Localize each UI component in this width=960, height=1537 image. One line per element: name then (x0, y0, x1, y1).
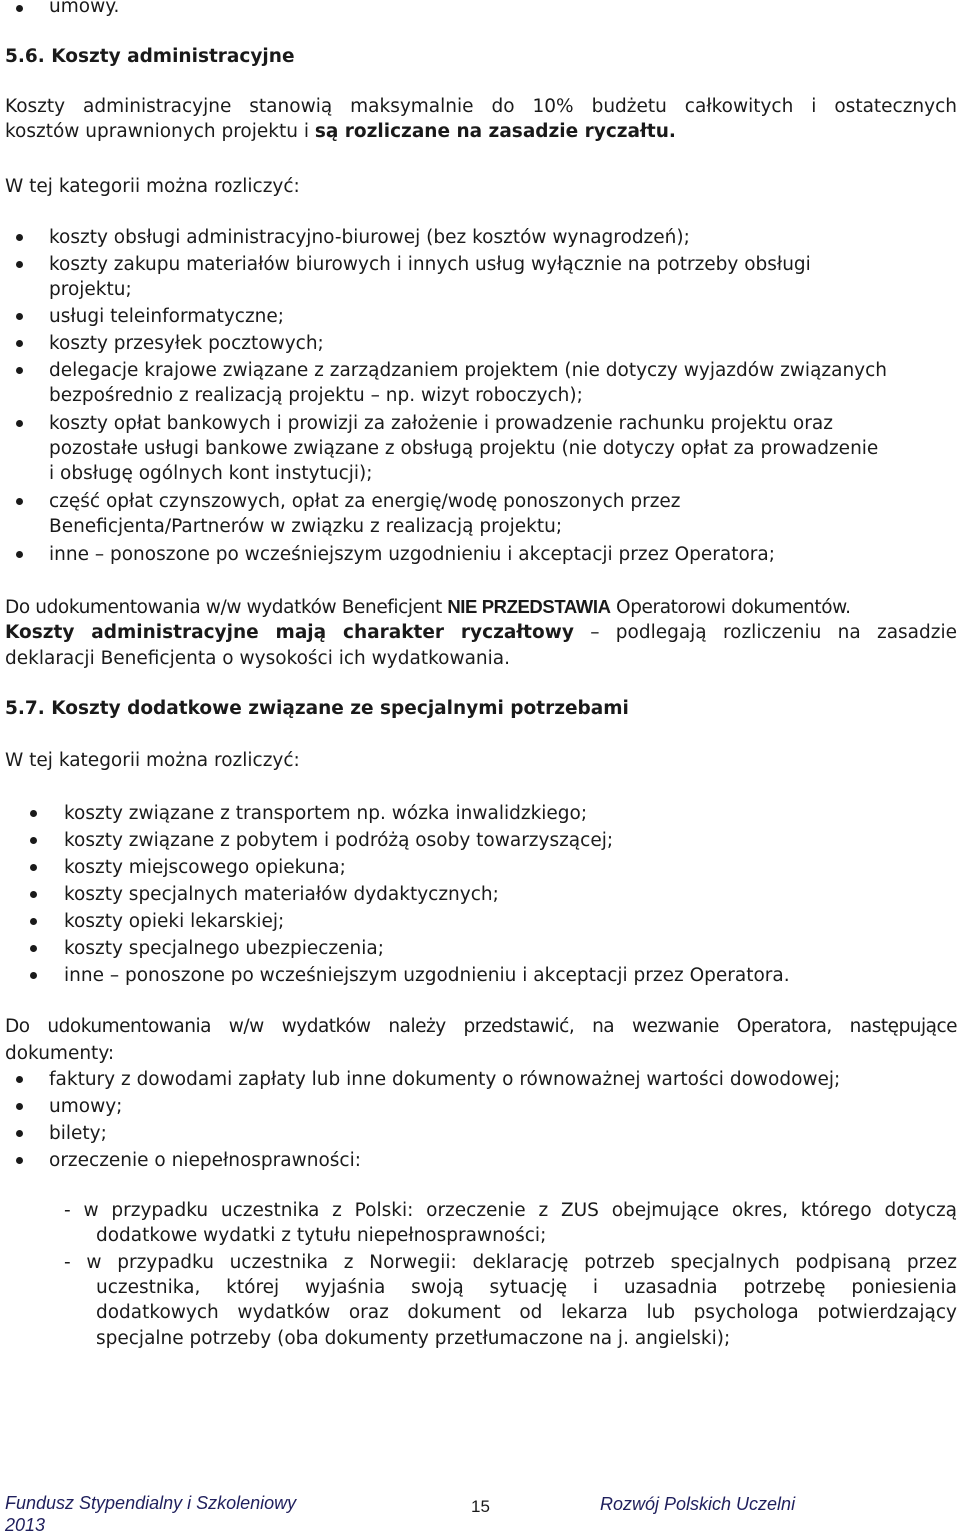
list-item-continuation: pozostałe usługi bankowe związane z obsługą projektu (nie dotyczy opłat za prowadzenie (49, 438, 879, 459)
bullet (16, 367, 23, 374)
list-item: koszty specjalnych materiałów dydaktycznych; (64, 884, 499, 905)
dash-item-continuation: dodatkowe wydatki z tytułu niepełnosprawności; (96, 1225, 547, 1246)
bullet (30, 810, 37, 817)
list-item: faktury z dowodami zapłaty lub inne dokumenty o równoważnej wartości dowodowej; (49, 1069, 841, 1090)
list-item: koszty zakupu materiałów biurowych i innych usług wyłącznie na potrzeby obsługi (49, 254, 811, 275)
bullet (16, 313, 23, 320)
bullet (16, 420, 23, 427)
bullet (30, 972, 37, 979)
paragraph-text: kosztów uprawnionych projektu i (5, 121, 315, 142)
note-text: Operatorowi dokumentów. (610, 597, 851, 618)
footer-left (5, 1492, 296, 1536)
list-item: umowy; (49, 1096, 123, 1117)
note-text: Do udokumentowania w/w wydatków Beneficjent (5, 597, 448, 618)
bullet (16, 1076, 23, 1083)
list-item: koszty specjalnego ubezpieczenia; (64, 938, 384, 959)
bullet (16, 234, 23, 241)
list-item: koszty obsługi administracyjno-biurowej (bez kosztów wynagrodzeń); (49, 227, 690, 248)
list-item: koszty przesyłek pocztowych; (49, 333, 324, 354)
paragraph-line (5, 620, 957, 645)
bullet (30, 837, 37, 844)
paragraph-line: dokumenty: (5, 1043, 115, 1064)
bullet (16, 340, 23, 347)
paragraph-line: Do udokumentowania w/w wydatków należy przedstawić, na wezwanie Operatora, następujące (5, 1016, 957, 1037)
list-item: koszty związane z transportem np. wózka inwalidzkiego; (64, 803, 588, 824)
list-item-continuation: i obsługę ogólnych kont instytucji); (49, 463, 373, 484)
list-item: orzeczenie o niepełnosprawności: (49, 1150, 361, 1171)
bullet (16, 261, 23, 268)
bullet (16, 551, 23, 558)
list-item: umowy. (49, 0, 120, 17)
note-bold-text: NIE PRZEDSTAWIA (447, 596, 611, 617)
paragraph-line: Koszty administracyjne stanowią maksymalnie do 10% budżetu całkowitych i ostatecznych (5, 96, 957, 117)
list-item-continuation: projektu; (49, 279, 132, 300)
bullet (30, 891, 37, 898)
list-item: koszty opieki lekarskiej; (64, 911, 285, 932)
list-item: część opłat czynszowych, opłat za energię/wodę ponoszonych przez (49, 491, 681, 512)
dash-item-continuation: specjalne potrzeby (oba dokumenty przetłumaczone na j. angielski); (96, 1328, 731, 1349)
section-heading-5-7: 5.7. Koszty dodatkowe związane ze specjalnymi potrzebami (5, 698, 629, 719)
documentation-note (5, 594, 851, 620)
list-item: koszty miejscowego opiekuna; (64, 857, 346, 878)
paragraph-line: deklaracji Beneficjenta o wysokości ich wydatkowania. (5, 648, 511, 669)
bullet (16, 498, 23, 505)
paragraph-bold-text: są rozliczane na zasadzie ryczałtu. (314, 121, 676, 142)
paragraph-bold-text: Koszty administracyjne mają charakter ryczałtowy (5, 622, 574, 643)
footer-right: Rozwój Polskich Uczelni (600, 1494, 796, 1514)
list-item: usługi teleinformatyczne; (49, 306, 285, 327)
page-number: 15 (471, 1497, 490, 1516)
bullet (30, 945, 37, 952)
list-item: inne – ponoszone po wcześniejszym uzgodnieniu i akceptacji przez Operatora. (64, 965, 790, 986)
dash-item-continuation: uczestnika, której wyjaśnia swoją sytuację i uzasadnia potrzebę poniesienia (96, 1277, 957, 1298)
bullet (30, 918, 37, 925)
dash-item: - w przypadku uczestnika z Norwegii: deklarację potrzeb specjalnych podpisaną przez (64, 1252, 957, 1273)
dash-item: - w przypadku uczestnika z Polski: orzeczenie z ZUS obejmujące okres, którego dotyczą (64, 1200, 957, 1221)
bullet (16, 5, 23, 12)
bullet (16, 1130, 23, 1137)
list-item: inne – ponoszone po wcześniejszym uzgodnieniu i akceptacji przez Operatora; (49, 544, 775, 565)
list-item-continuation: Beneficjenta/Partnerów w związku z realizacją projektu; (49, 516, 563, 537)
footer-year: 2013 (5, 1515, 46, 1535)
paragraph-line (5, 119, 676, 144)
category-intro: W tej kategorii można rozliczyć: (5, 750, 300, 771)
section-heading-5-6: 5.6. Koszty administracyjne (5, 46, 295, 67)
list-item-continuation: bezpośrednio z realizacją projektu – np. wizyt roboczych); (49, 385, 583, 406)
category-intro: W tej kategorii można rozliczyć: (5, 176, 300, 197)
bullet (16, 1157, 23, 1164)
list-item: delegacje krajowe związane z zarządzaniem projektem (nie dotyczy wyjazdów związanych (49, 360, 888, 381)
bullet (30, 864, 37, 871)
list-item: koszty związane z pobytem i podróżą osoby towarzyszącej; (64, 830, 614, 851)
list-item: bilety; (49, 1123, 107, 1144)
dash-item-continuation: dodatkowych wydatków oraz dokument od lekarza lub psychologa potwierdzający (96, 1302, 957, 1323)
list-item: koszty opłat bankowych i prowizji za założenie i prowadzenie rachunku projektu oraz (49, 413, 833, 434)
footer-title: Fundusz Stypendialny i Szkoleniowy (5, 1493, 297, 1513)
bullet (16, 1103, 23, 1110)
paragraph-text: – podlegają rozliczeniu na zasadzie (573, 622, 957, 643)
